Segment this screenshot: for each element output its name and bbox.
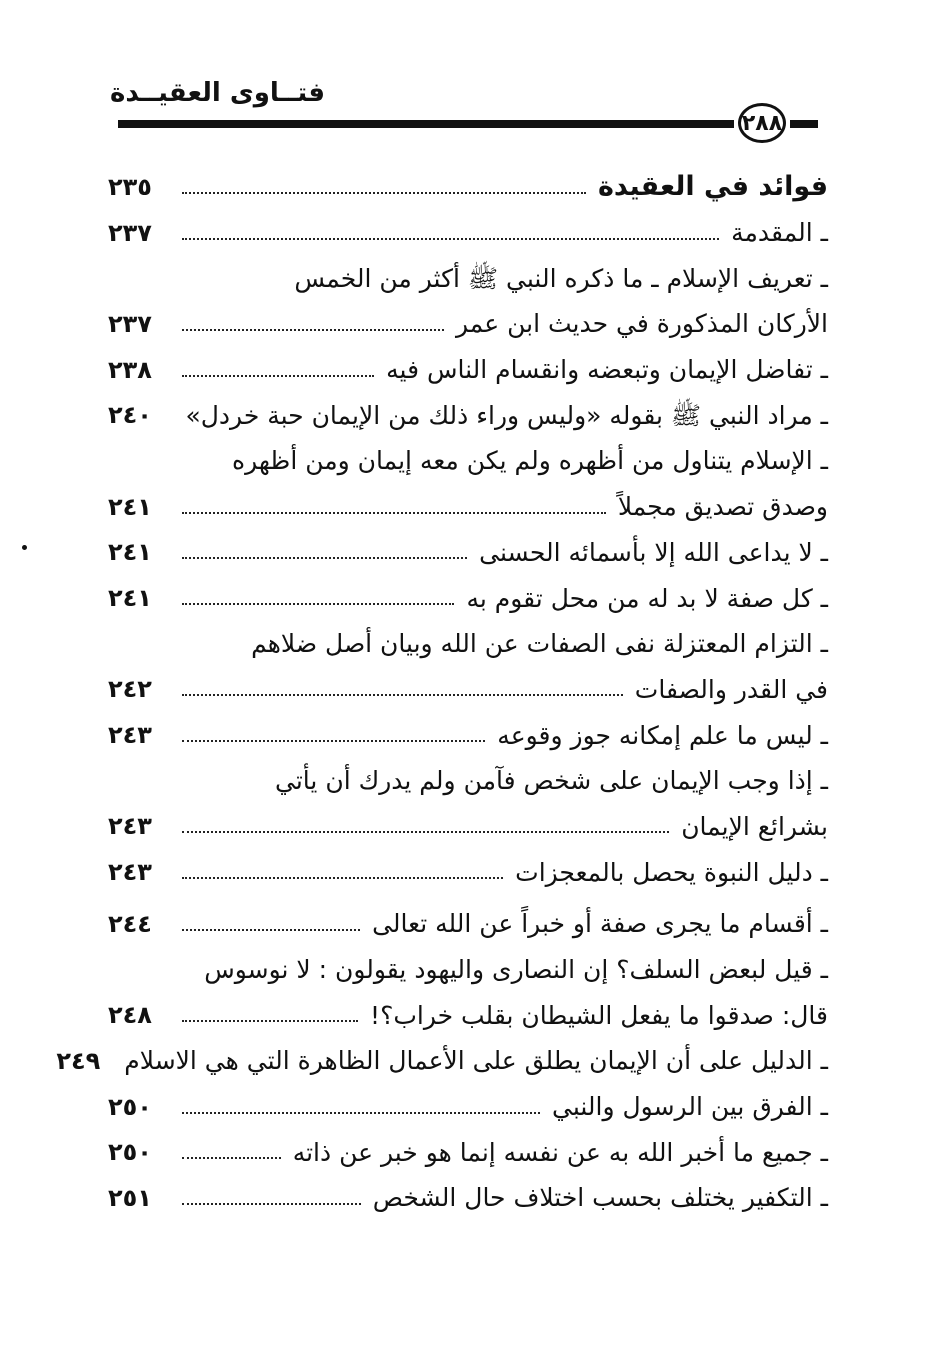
dot-leader — [182, 375, 374, 377]
toc-entry — [56, 1038, 828, 1084]
toc-entry — [108, 667, 828, 713]
toc-entry-title: بشرائع الإيمان — [681, 811, 828, 841]
dot-leader — [182, 1020, 358, 1022]
toc-entry — [108, 992, 828, 1038]
dot-leader — [182, 877, 503, 879]
toc-entry-title: ـ تفاضل الإيمان وتبعضه وانقسام الناس فيه — [386, 355, 828, 385]
toc-entry-title: ـ تعريف الإسلام ـ ما ذكره النبي ﷺ أكثر من الخمس — [294, 263, 828, 293]
header-rule — [118, 120, 734, 128]
toc-entry — [108, 347, 828, 393]
toc-entry — [108, 758, 828, 804]
toc-entry-title: ـ أقسام ما يجرى صفة أو خبراً عن الله تعالى — [372, 909, 828, 939]
toc-page-number: ٢٣٧ — [108, 218, 152, 247]
toc-entry-title: ـ جميع ما أخبر الله به عن نفسه إنما هو خبر عن ذاته — [292, 1137, 828, 1167]
toc-entry-title: ـ إذا وجب الإيمان على شخص فآمن ولم يدرك أن يأتي — [275, 766, 828, 796]
toc-entry-title: ـ قيل لبعض السلف؟ إن النصارى واليهود يقولون : لا نوسوس — [204, 955, 828, 985]
toc-entry-title: فوائد في العقيدة — [597, 171, 828, 203]
toc-entry — [108, 712, 828, 758]
dot-leader — [182, 929, 360, 931]
toc-entry — [108, 255, 828, 301]
toc-entry — [108, 901, 828, 947]
toc-page-number: ٢٣٧ — [108, 309, 152, 338]
dot-leader — [182, 1157, 281, 1159]
toc-entry — [108, 530, 828, 576]
toc-entry-title: ـ التزام المعتزلة نفى الصفات عن الله وبيان أصل ضلاهم — [251, 629, 828, 659]
toc-entry-title: ـ دليل النبوة يحصل بالمعجزات — [515, 857, 828, 887]
toc-page-number: ٢٤٣ — [108, 721, 152, 750]
toc-page-number: ٢٥٠ — [108, 1138, 152, 1167]
margin-dot — [22, 545, 27, 550]
toc-entry — [108, 1129, 828, 1175]
toc-entry-title: ـ ليس ما علم إمكانه جوز وقوعه — [497, 720, 828, 750]
dot-leader — [182, 603, 454, 605]
dot-leader — [182, 192, 586, 194]
dot-leader — [182, 238, 719, 240]
dot-leader — [182, 694, 623, 696]
dot-leader — [182, 831, 669, 833]
toc-page-number: ٢٤١ — [108, 584, 152, 613]
toc-entry-title: ـ لا يداعى الله إلا بأسمائه الحسنى — [479, 537, 828, 567]
toc-entry-title: ـ المقدمة — [731, 218, 828, 248]
toc-entry — [108, 947, 828, 993]
toc-section-heading — [108, 164, 828, 210]
toc-entry-title: ـ الإسلام يتناول من أظهره ولم يكن معه إيمان ومن أظهره — [232, 446, 828, 476]
toc-page-number: ٢٤٤ — [108, 909, 152, 938]
dot-leader — [182, 1203, 361, 1205]
toc-entry — [108, 849, 828, 895]
toc-page-number: ٢٥٠ — [108, 1092, 152, 1121]
toc-entry-title: ـ كل صفة لا بد له من محل تقوم به — [466, 583, 828, 613]
toc-entry — [108, 804, 828, 850]
dot-leader — [182, 329, 444, 331]
toc-page-number: ٢٤٠ — [108, 401, 152, 430]
toc-page-number: ٢٥١ — [108, 1183, 152, 1212]
toc-entry — [108, 438, 828, 484]
toc-entry-title: الأركان المذكورة في حديث ابن عمر — [456, 309, 828, 339]
toc-page-number: ٢٤٣ — [108, 858, 152, 887]
toc-entry-title: ـ الدليل على أن الإيمان يطلق على الأعمال الظاهرة التي هي الاسلام — [124, 1046, 828, 1076]
toc-entry — [108, 392, 828, 438]
toc-page-number: ٢٣٨ — [108, 355, 152, 384]
toc-entry-title: قال: صدقوا ما يفعل الشيطان بقلب خراب؟! — [370, 1000, 828, 1030]
toc-entry-title: في القدر والصفات — [634, 674, 828, 704]
toc-page-number: ٢٤١ — [108, 538, 152, 567]
toc-entry-title: ـ مراد النبي ﷺ بقوله «وليس وراء ذلك من الإيمان حبة خردل» — [185, 400, 828, 430]
toc-page-number: ٢٤١ — [108, 492, 152, 521]
toc-page-number: ٢٤٣ — [108, 812, 152, 841]
table-of-contents — [56, 164, 828, 1221]
dot-leader — [182, 1112, 540, 1114]
toc-entry — [108, 301, 828, 347]
page-number-badge: ٢٨٨ — [738, 103, 786, 143]
dot-leader — [182, 557, 467, 559]
toc-entry — [108, 1175, 828, 1221]
toc-entry-title: وصدق تصديق مجملاً — [617, 492, 828, 522]
toc-page-number: ٢٣٥ — [108, 172, 152, 201]
toc-page-number: ٢٤٨ — [108, 1001, 152, 1030]
dot-leader — [182, 512, 606, 514]
header-rule-end — [790, 120, 818, 128]
toc-entry — [108, 575, 828, 621]
toc-entry-title: ـ الفرق بين الرسول والنبي — [552, 1092, 828, 1122]
toc-entry — [108, 210, 828, 256]
toc-entry — [108, 484, 828, 530]
toc-page-number: ٢٤٢ — [108, 675, 152, 704]
toc-entry — [108, 621, 828, 667]
dot-leader — [182, 740, 485, 742]
toc-entry — [108, 1084, 828, 1130]
toc-page-number: ٢٤٩ — [56, 1046, 101, 1075]
toc-entry-title: ـ التكفير يختلف بحسب اختلاف حال الشخص — [372, 1183, 828, 1213]
running-header-title: فتــاوى العقيــدة — [110, 78, 326, 108]
